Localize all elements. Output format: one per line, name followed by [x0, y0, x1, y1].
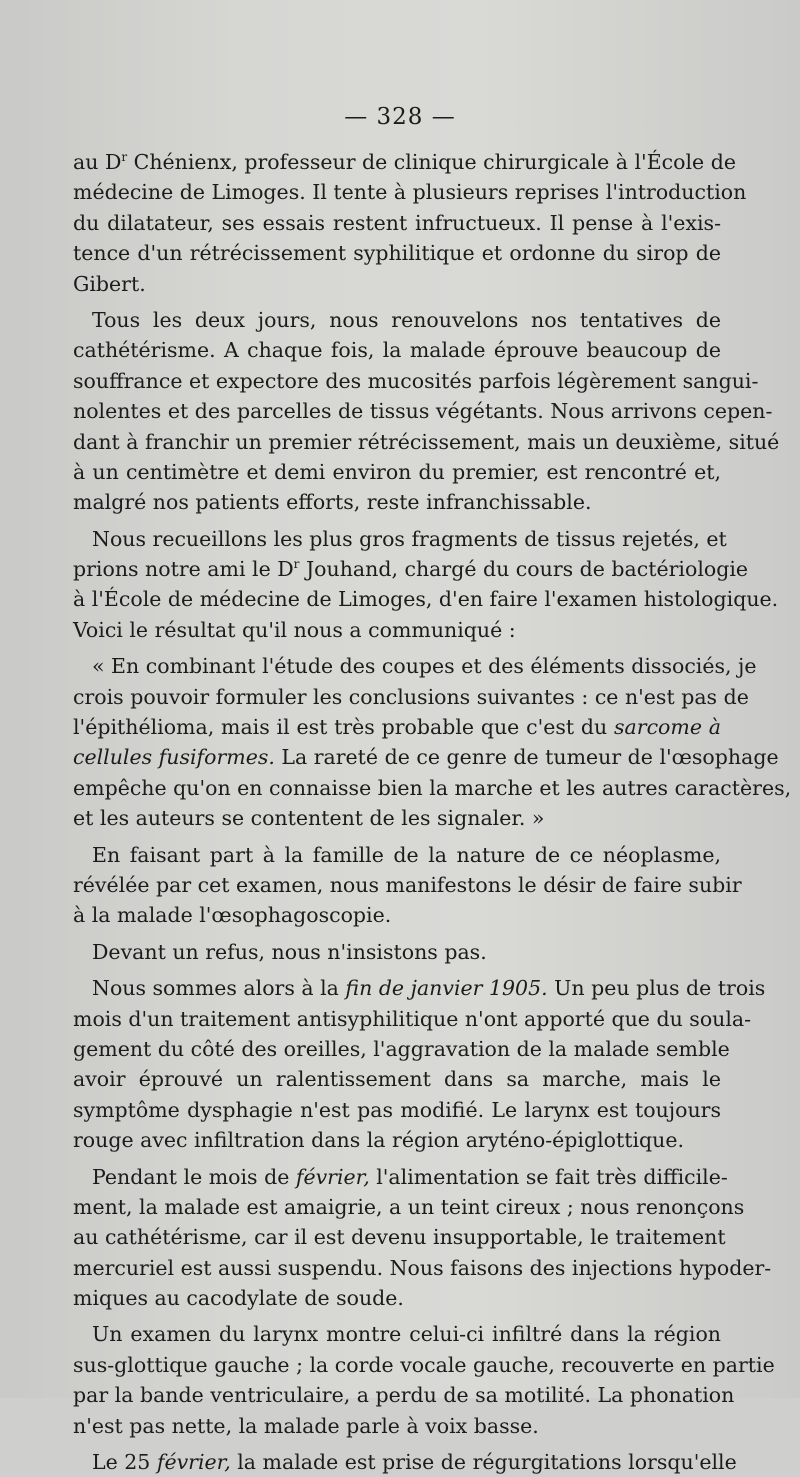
text-line [73, 773, 792, 803]
paragraph [73, 973, 766, 1155]
text-run: empêche qu'on en connaisse bien la marche et les autres caractères, [73, 775, 792, 800]
text-run: crois pouvoir formuler les conclusions suivantes : ce n'est pas de [73, 684, 749, 709]
text-line [73, 1253, 772, 1283]
text-line [73, 335, 721, 365]
text-line [73, 1162, 728, 1192]
text-line [73, 269, 721, 299]
text-line [73, 208, 721, 238]
text-line [73, 840, 721, 870]
text-run: Nous sommes alors à la [92, 976, 346, 1001]
text-run: à l'École de médecine de Limoges, d'en faire l'examen histologique. [73, 587, 779, 612]
text-run: cathétérisme. A chaque fois, la malade éprouve beaucoup de [73, 338, 721, 363]
text-line [73, 147, 736, 177]
paragraph [73, 305, 780, 518]
paragraph [73, 651, 792, 833]
italic-run: février, [156, 1450, 231, 1475]
text-run: tence d'un rétrécissement syphilitique et ordonne du sirop de [73, 241, 721, 266]
text-run: miques au cacodylate de soude. [73, 1286, 404, 1311]
text-run: nolentes et des parcelles de tissus végétants. Nous arrivons cepen- [73, 399, 773, 424]
text-run: gement du côté des oreilles, l'aggravation de la malade semble [73, 1036, 730, 1061]
text-run: prions notre ami le D [73, 557, 294, 582]
text-line [73, 177, 747, 207]
text-run: la malade est prise de régurgitations lorsqu'elle [230, 1450, 737, 1475]
text-run: Gibert. [73, 271, 146, 296]
body-text [73, 147, 792, 1477]
text-line [73, 396, 773, 426]
paragraph [73, 1319, 775, 1441]
text-line [73, 870, 742, 900]
text-line [73, 584, 779, 614]
text-line [73, 457, 721, 487]
text-line [73, 366, 759, 396]
text-run: mois d'un traitement antisyphilitique n'ont apporté que du soula- [73, 1006, 752, 1031]
text-line [73, 1283, 721, 1313]
text-line [73, 973, 766, 1003]
text-run: avoir éprouvé un ralentissement dans sa marche, mais le [73, 1067, 721, 1092]
text-line [73, 682, 749, 712]
text-run: En faisant part à la famille de la nature de ce néoplasme, [92, 842, 721, 867]
text-line [73, 1125, 721, 1155]
paragraph [73, 147, 747, 299]
text-line [73, 1034, 730, 1064]
text-line [73, 1411, 721, 1441]
text-run: ment, la malade est amaigrie, a un teint cireux ; nous renonçons [73, 1194, 745, 1219]
text-line [73, 742, 779, 772]
text-run: révélée par cet examen, nous manifestons le désir de faire subir [73, 872, 742, 897]
text-run: Un peu plus de trois [547, 976, 766, 1001]
text-line [73, 1064, 721, 1094]
paragraph [73, 524, 779, 646]
text-line [73, 900, 721, 930]
italic-run: février, [295, 1164, 370, 1189]
text-run: dant à franchir un premier rétrécissement, mais un deuxième, situé [73, 429, 780, 454]
text-line [73, 651, 757, 681]
text-line [73, 937, 721, 967]
text-run: au cathétérisme, car il est devenu insupportable, le traitement [73, 1225, 726, 1250]
text-run: Nous recueillons les plus gros fragments de tissus rejetés, et [92, 526, 727, 551]
text-run: Voici le résultat qu'il nous a communiqué : [73, 617, 516, 642]
text-run: et les auteurs se contentent de les signaler. » [73, 806, 545, 831]
text-line [73, 615, 721, 645]
text-line [73, 1095, 721, 1125]
text-run: par la bande ventriculaire, a perdu de sa motilité. La phonation [73, 1383, 735, 1408]
text-line [73, 712, 721, 742]
text-run: sus-glottique gauche ; la corde vocale gauche, recouverte en partie [73, 1352, 775, 1377]
superscript: r [293, 557, 300, 572]
italic-run: sarcome à [614, 715, 721, 740]
text-run: Devant un refus, nous n'insistons pas. [92, 939, 487, 964]
italic-run: cellules fusiformes. [73, 745, 275, 770]
text-line [73, 487, 721, 517]
text-run: rouge avec infiltration dans la région aryténo-épiglottique. [73, 1128, 684, 1153]
text-run: Jouhand, chargé du cours de bactériologie [299, 557, 749, 582]
text-line [73, 554, 749, 584]
text-run: Tous les deux jours, nous renouvelons nos tentatives de [92, 307, 721, 332]
page-number: — 328 — [344, 104, 456, 130]
paragraph [73, 840, 742, 931]
superscript: r [121, 150, 128, 164]
text-run: symptôme dysphagie n'est pas modifié. Le larynx est toujours [73, 1097, 721, 1122]
text-run: à la malade l'œsophagoscopie. [73, 903, 392, 928]
text-run: Le 25 [92, 1450, 157, 1475]
text-line [73, 1319, 721, 1349]
text-line [73, 305, 721, 335]
text-line [73, 1004, 752, 1034]
text-run: « En combinant l'étude des coupes et des éléments dissociés, je [92, 654, 757, 679]
text-line [73, 1447, 737, 1477]
text-run: malgré nos patients efforts, reste infranchissable. [73, 490, 592, 515]
text-run: médecine de Limoges. Il tente à plusieurs reprises l'introduction [73, 180, 747, 205]
text-line [73, 1222, 726, 1252]
text-run: n'est pas nette, la malade parle à voix basse. [73, 1413, 539, 1438]
text-run: du dilatateur, ses essais restent infructueux. Il pense à l'exis- [73, 210, 721, 235]
text-run: à un centimètre et demi environ du premier, est rencontré et, [73, 459, 721, 484]
text-line [73, 427, 780, 457]
text-run: l'alimentation se fait très difficile- [369, 1164, 728, 1189]
text-line [73, 524, 727, 554]
paragraph [73, 1162, 772, 1314]
paragraph [73, 937, 721, 967]
text-run: au D [73, 150, 122, 174]
text-line [73, 1192, 745, 1222]
text-run: Pendant le mois de [92, 1164, 296, 1189]
italic-run: fin de janvier 1905. [345, 976, 548, 1001]
text-run: Un examen du larynx montre celui-ci infiltré dans la région [92, 1322, 721, 1347]
text-run: mercuriel est aussi suspendu. Nous faisons des injections hypoder- [73, 1255, 772, 1280]
text-line [73, 1380, 735, 1410]
text-line [73, 803, 721, 833]
text-line [73, 1350, 775, 1380]
paragraph [73, 1447, 737, 1477]
text-line [73, 238, 721, 268]
text-run: souffrance et expectore des mucosités parfois légèrement sangui- [73, 368, 759, 393]
text-run: l'épithélioma, mais il est très probable que c'est du [73, 715, 615, 740]
text-run: Chénienx, professeur de clinique chirurgicale à l'École de [127, 150, 736, 174]
text-run: La rareté de ce genre de tumeur de l'œsophage [274, 745, 779, 770]
